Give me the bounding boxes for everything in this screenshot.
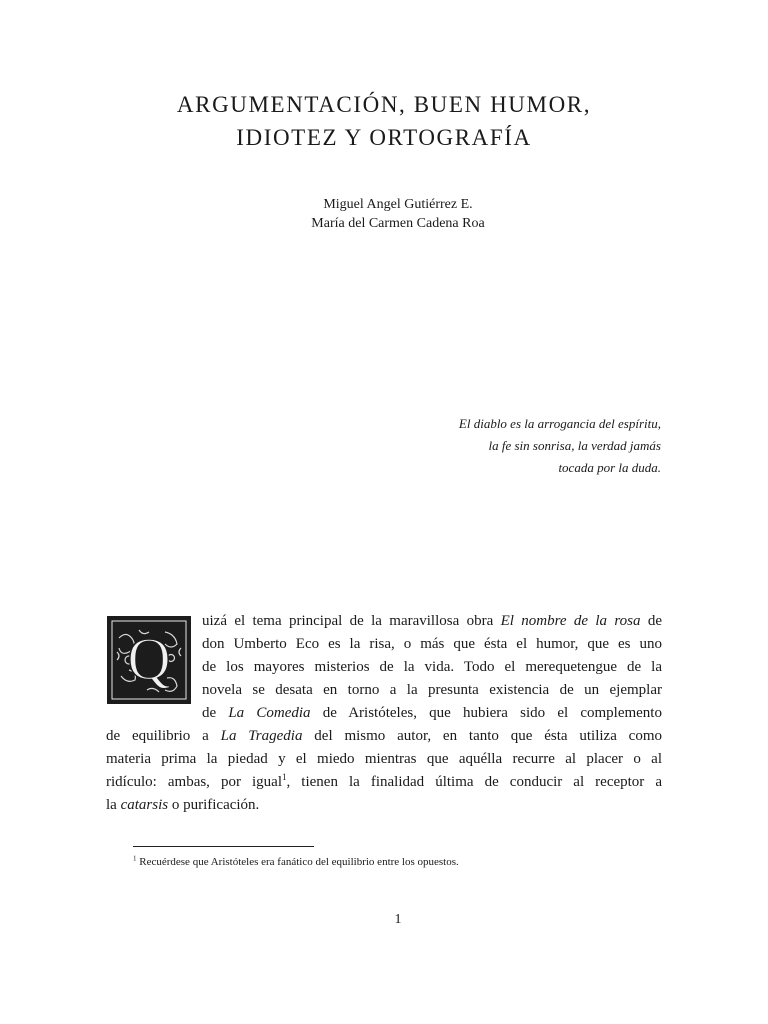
footnote-mark: 1 — [133, 854, 137, 863]
body-line: la catarsis o purificación. — [106, 797, 260, 813]
book-title: El nombre de la rosa — [500, 613, 641, 629]
footnote-text: Recuérdese que Aristóteles era fanático del equilibrio entre los opuestos. — [136, 856, 459, 868]
page-number: 1 — [394, 912, 402, 927]
footnote-reference[interactable]: 1 — [282, 772, 287, 782]
body-line: uizá el tema principal de la maravillosa obra El nombre de la rosa de — [202, 613, 662, 629]
body-line: don Umberto Eco es la risa, o más que ésta el humor, que es uno — [202, 636, 662, 652]
author-name: María del Carmen Cadena Roa — [311, 216, 485, 231]
article-title — [0, 88, 768, 154]
title-line-1: ARGUMENTACIÓN, BUEN HUMOR, — [176, 92, 592, 117]
body-line: novela se desata en torno a la presunta existencia de un ejemplar — [202, 682, 662, 698]
body-line: de equilibrio a La Tragedia del mismo autor, en tanto que ésta utiliza como — [106, 728, 663, 744]
author-name: Miguel Angel Gutiérrez E. — [323, 197, 473, 212]
footnote-divider — [133, 846, 314, 847]
body-line: de los mayores misterios de la vida. Todo el merequetengue de la — [202, 659, 662, 675]
term-emphasis: catarsis — [120, 797, 169, 813]
body-line: ridículo: ambas, por igual$^1$, tienen la finalidad última de conducir al receptor a — [106, 772, 662, 790]
body-paragraph — [106, 610, 662, 817]
work-title: La Tragedia — [220, 728, 303, 744]
epigraph-line: tocada por la duda. — [558, 460, 661, 475]
work-title: La Comedia — [228, 705, 311, 721]
body-line: materia prima la piedad y el miedo mientras que aquélla recurre al placer o al — [106, 751, 662, 767]
epigraph-line: El diablo es la arrogancia del espíritu, — [458, 416, 661, 431]
footnote — [133, 855, 459, 869]
drop-cap-letter: Q — [127, 626, 171, 692]
epigraph — [459, 413, 661, 479]
epigraph-line: la fe sin sonrisa, la verdad jamás — [488, 438, 661, 453]
author-list — [0, 195, 768, 233]
body-line: de La Comedia de Aristóteles, que hubiera sido el complemento — [202, 705, 662, 721]
title-line-2: IDIOTEZ Y ORTOGRAFÍA — [236, 125, 532, 150]
